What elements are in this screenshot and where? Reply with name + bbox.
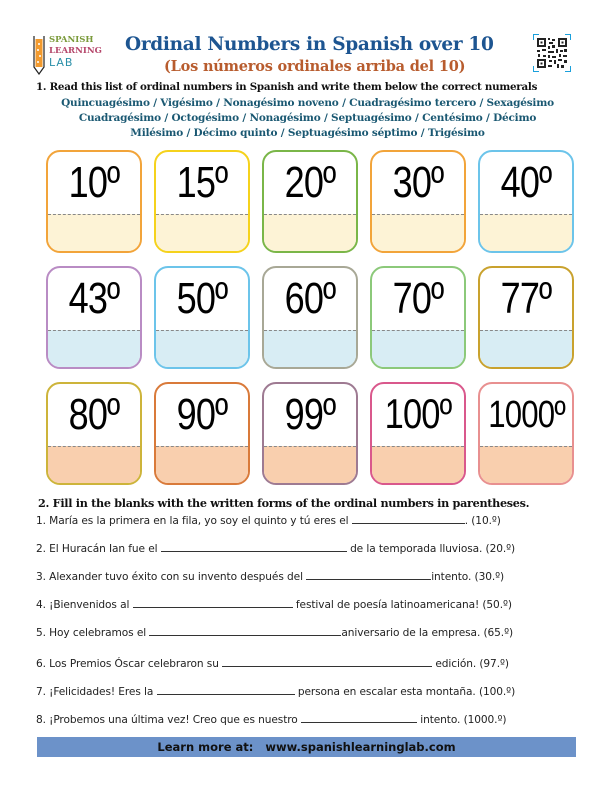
word-bank-line: Milésimo / Décimo quinto / Septuagésimo séptimo / Trigésimo [130,127,485,139]
answer-area[interactable] [48,214,140,251]
answer-area[interactable] [264,214,356,251]
numeral-card [262,266,358,369]
numeral-label: 80º [68,390,120,439]
answer-blank[interactable] [133,597,293,608]
numeral-card [154,382,250,485]
numeral-card [370,150,466,253]
answer-blank[interactable] [301,712,417,723]
footer-banner [37,737,576,757]
answer-area[interactable] [264,446,356,483]
numeral-card [46,266,142,369]
answer-area[interactable] [372,446,464,483]
numeral-label: 60º [284,274,336,323]
question-3 [36,569,504,583]
logo-text-lab: LAB [49,56,74,69]
answer-area[interactable] [264,330,356,367]
page-title: Ordinal Numbers in Spanish over 10 [125,34,494,55]
answer-area[interactable] [372,214,464,251]
question-2 [36,541,515,555]
numeral-label: 10º [68,158,120,207]
numeral-card [478,266,574,369]
numeral-label: 99º [284,390,336,439]
numeral-label: 70º [392,274,444,323]
question-6 [36,656,509,670]
word-bank [30,96,585,141]
question-hint: aniversario de la empresa. (65.º) [341,627,513,639]
answer-blank[interactable] [149,625,341,636]
numeral-card [478,150,574,253]
word-bank-line: Cuadragésimo / Octogésimo / Nonagésimo / Septuagésimo / Centésimo / Décimo [78,112,537,124]
numeral-label: 50º [176,274,228,323]
numeral-card [46,382,142,485]
answer-area[interactable] [480,214,572,251]
answer-blank[interactable] [157,684,295,695]
test-tube-icon [33,35,45,75]
question-hint: edición. (97.º) [435,658,509,670]
question-text: 5. Hoy celebramos el [36,627,147,639]
numeral-card [154,266,250,369]
question-hint: intento. (30.º) [431,571,505,583]
answer-area[interactable] [156,446,248,483]
numeral-card [262,150,358,253]
answer-area[interactable] [48,330,140,367]
numeral-label: 77º [500,274,552,323]
numeral-card [154,150,250,253]
numeral-label: 100º [384,390,452,437]
numeral-label: 30º [392,158,444,207]
question-text: 2. El Huracán Ian fue el [36,543,158,555]
answer-blank[interactable] [306,569,431,580]
question-5 [36,625,513,639]
answer-area[interactable] [480,330,572,367]
logo-text-learning: LEARNING [49,46,102,56]
question-text: 1. María es la primera en la fila, yo soy el quinto y tú eres el [36,515,349,527]
question-hint: persona en escalar esta montaña. (100.º) [297,686,516,698]
numeral-label: 1000º [488,394,565,436]
section1-instruction: 1. Read this list of ordinal numbers in Spanish and write them below the correct numerals [36,81,538,93]
numeral-card [478,382,574,485]
numeral-label: 40º [500,158,552,207]
answer-area[interactable] [156,330,248,367]
numeral-card [370,382,466,485]
logo-text-spanish: SPANISH [49,35,94,45]
answer-blank[interactable] [222,656,432,667]
question-text: 7. ¡Felicidades! Eres la [36,686,154,698]
answer-area[interactable] [48,446,140,483]
spanish-learning-lab-logo [33,33,123,79]
question-text: 4. ¡Bienvenidos al [36,599,130,611]
numeral-label: 43º [68,274,120,323]
question-hint: festival de poesía latinoamericana! (50.º) [295,599,512,611]
numeral-card [370,266,466,369]
question-hint: . (10.º) [464,515,501,527]
answer-area[interactable] [156,214,248,251]
numeral-label: 15º [176,158,228,207]
section2-instruction: 2. Fill in the blanks with the written forms of the ordinal numbers in parentheses. [38,496,530,510]
numeral-label: 90º [176,390,228,439]
numeral-label: 20º [284,158,336,207]
numeral-card [262,382,358,485]
page-subtitle: (Los números ordinales arriba del 10) [164,58,466,75]
answer-blank[interactable] [352,513,465,524]
question-text: 3. Alexander tuvo éxito con su invento después del [36,571,303,583]
answer-area[interactable] [480,446,572,483]
answer-blank[interactable] [161,541,347,552]
question-text: 6. Los Premios Óscar celebraron su [36,658,219,670]
question-hint: de la temporada lluviosa. (20.º) [350,543,516,555]
question-7 [36,684,515,698]
qr-code-icon[interactable] [533,34,571,72]
question-text: 8. ¡Probemos una última vez! Creo que es nuestro [36,714,298,726]
footer-url-link[interactable]: www.spanishlearninglab.com [265,740,456,754]
question-1 [36,513,501,527]
question-4 [36,597,512,611]
answer-area[interactable] [372,330,464,367]
numeral-card [46,150,142,253]
question-8 [36,712,506,726]
word-bank-line: Quincuagésimo / Vigésimo / Nonagésimo noveno / Cuadragésimo tercero / Sexagésimo [61,97,554,109]
question-hint: intento. (1000.º) [420,714,507,726]
footer-label: Learn more at: [157,740,254,754]
